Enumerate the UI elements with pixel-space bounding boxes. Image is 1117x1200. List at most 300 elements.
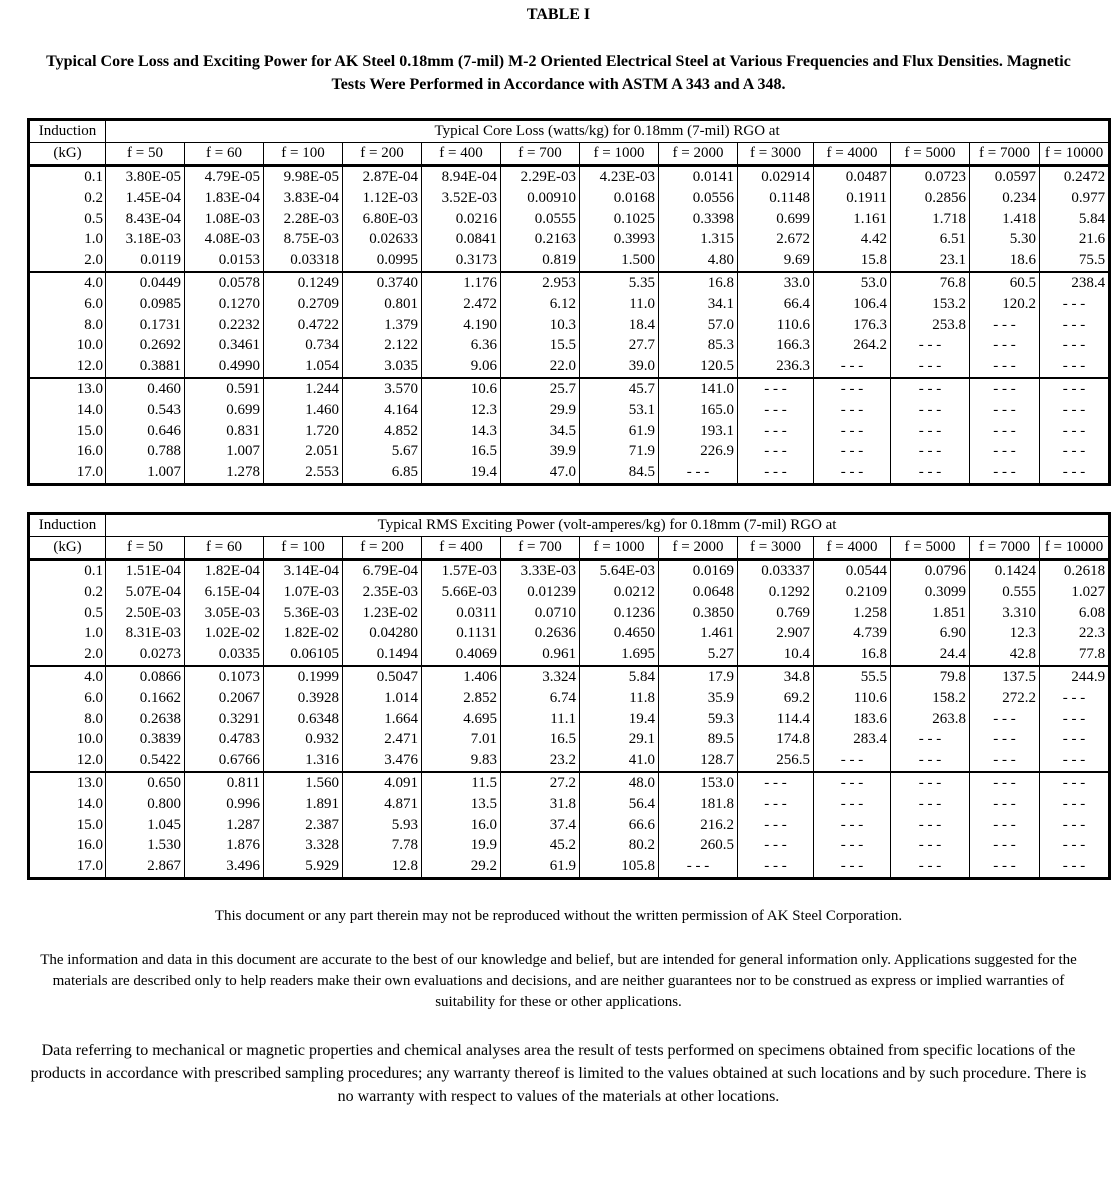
induction-cell: 16.0 <box>76 443 103 460</box>
table-row <box>29 623 1110 644</box>
value-cell: 0.5047 <box>343 666 422 688</box>
value-cell: 0.1236 <box>580 602 659 623</box>
value-cell: 0.4722 <box>264 314 343 335</box>
value-cell: 0.04280 <box>343 623 422 644</box>
value-cell: 0.0487 <box>814 165 891 187</box>
value-cell: - - - <box>814 814 891 835</box>
value-cell: 29.9 <box>501 399 580 420</box>
induction-cell: 6.0 <box>84 295 103 312</box>
value-cell: 8.75E-03 <box>264 229 343 250</box>
induction-cell: 15.0 <box>76 422 103 439</box>
value-cell: 0.0273 <box>106 644 185 666</box>
value-cell: 0.961 <box>501 644 580 666</box>
value-cell: 79.8 <box>891 666 970 688</box>
value-cell: 0.0555 <box>501 208 580 229</box>
value-cell: - - - <box>814 378 891 400</box>
value-cell: - - - <box>970 441 1040 462</box>
value-cell: 0.4650 <box>580 623 659 644</box>
value-cell: 39.0 <box>580 356 659 378</box>
value-cell: 9.83 <box>422 750 501 772</box>
value-cell: 55.5 <box>814 666 891 688</box>
value-cell: 3.324 <box>501 666 580 688</box>
value-cell: 0.02914 <box>738 165 814 187</box>
value-cell: 0.0153 <box>185 250 264 272</box>
induction-cell: 0.1 <box>84 168 103 185</box>
induction-cell: 1.0 <box>84 625 103 642</box>
induction-cell: 0.5 <box>84 210 103 227</box>
table-row <box>29 399 1110 420</box>
value-cell: 176.3 <box>814 314 891 335</box>
value-cell: 0.996 <box>185 793 264 814</box>
value-cell: 0.1148 <box>738 187 814 208</box>
value-cell: - - - <box>1040 835 1110 856</box>
value-cell: 193.1 <box>659 420 738 441</box>
table-caption: Typical Core Loss (watts/kg) for 0.18mm (7-mil) RGO at <box>106 120 1110 143</box>
value-cell: 1.720 <box>264 420 343 441</box>
value-cell: 0.03318 <box>264 250 343 272</box>
value-cell: 0.650 <box>106 772 185 794</box>
value-cell: 114.4 <box>738 708 814 729</box>
value-cell: 5.07E-04 <box>106 581 185 602</box>
frequency-header: f = 700 <box>501 142 580 165</box>
value-cell: 45.7 <box>580 378 659 400</box>
table-title: TABLE I <box>526 6 591 23</box>
value-cell: - - - <box>814 441 891 462</box>
value-cell: 0.0710 <box>501 602 580 623</box>
value-cell: 0.2232 <box>185 314 264 335</box>
value-cell: 22.0 <box>501 356 580 378</box>
value-cell: 1.500 <box>580 250 659 272</box>
table-row <box>29 314 1110 335</box>
value-cell: - - - <box>814 772 891 794</box>
value-cell: 0.1999 <box>264 666 343 688</box>
value-cell: 4.852 <box>343 420 422 441</box>
induction-cell: 12.0 <box>29 356 106 378</box>
value-cell: 0.0648 <box>659 581 738 602</box>
value-cell: 23.2 <box>501 750 580 772</box>
value-cell: 4.79E-05 <box>185 165 264 187</box>
value-cell: 60.5 <box>970 272 1040 294</box>
value-cell: 1.315 <box>659 229 738 250</box>
value-cell: 0.1131 <box>422 623 501 644</box>
value-cell: 0.0141 <box>659 165 738 187</box>
value-cell: 110.6 <box>814 687 891 708</box>
value-cell: 0.3291 <box>185 708 264 729</box>
value-cell: 85.3 <box>659 335 738 356</box>
value-cell: 3.83E-04 <box>264 187 343 208</box>
value-cell: 106.4 <box>814 293 891 314</box>
frequency-header: f = 100 <box>264 536 343 559</box>
value-cell: - - - <box>814 793 891 814</box>
value-cell: 1.51E-04 <box>106 559 185 581</box>
value-cell: 33.0 <box>738 272 814 294</box>
value-cell: 5.929 <box>264 856 343 878</box>
value-cell: 18.4 <box>580 314 659 335</box>
table-row <box>29 208 1110 229</box>
value-cell: 39.9 <box>501 441 580 462</box>
value-cell: 11.5 <box>422 772 501 794</box>
value-cell: - - - <box>1040 462 1110 484</box>
value-cell: 1.08E-03 <box>185 208 264 229</box>
value-cell: 10.6 <box>422 378 501 400</box>
value-cell: 0.543 <box>106 399 185 420</box>
induction-cell: 10.0 <box>76 337 103 354</box>
table-row <box>29 356 1110 378</box>
value-cell: 61.9 <box>580 420 659 441</box>
value-cell: - - - <box>738 814 814 835</box>
value-cell: 47.0 <box>501 462 580 484</box>
value-cell: 25.7 <box>501 378 580 400</box>
induction-cell: 0.1 <box>84 562 103 579</box>
value-cell: 12.3 <box>422 399 501 420</box>
induction-cell: 14.0 <box>76 795 103 812</box>
value-cell: 166.3 <box>738 335 814 356</box>
induction-cell: 13.0 <box>76 380 103 397</box>
value-cell: 0.6766 <box>185 750 264 772</box>
value-cell: 0.3398 <box>659 208 738 229</box>
table-caption: Typical RMS Exciting Power (volt-amperes/kg) for 0.18mm (7-mil) RGO at <box>106 514 1110 537</box>
value-cell: 1.176 <box>422 272 501 294</box>
value-cell: 0.0723 <box>891 165 970 187</box>
value-cell: 17.9 <box>659 666 738 688</box>
value-cell: 34.5 <box>501 420 580 441</box>
value-cell: 2.471 <box>343 729 422 750</box>
frequency-header: f = 1000 <box>580 536 659 559</box>
value-cell: 5.35 <box>580 272 659 294</box>
value-cell: 1.460 <box>264 399 343 420</box>
value-cell: 19.9 <box>422 835 501 856</box>
value-cell: 2.051 <box>264 441 343 462</box>
value-cell: 0.591 <box>185 378 264 400</box>
value-cell: 3.05E-03 <box>185 602 264 623</box>
value-cell: 0.0556 <box>659 187 738 208</box>
value-cell: - - - <box>738 462 814 484</box>
value-cell: 183.6 <box>814 708 891 729</box>
table-row <box>29 441 1110 462</box>
value-cell: 0.0796 <box>891 559 970 581</box>
value-cell: - - - <box>891 441 970 462</box>
value-cell: 31.8 <box>501 793 580 814</box>
value-cell: 0.06105 <box>264 644 343 666</box>
value-cell: 24.4 <box>891 644 970 666</box>
value-cell: 0.0597 <box>970 165 1040 187</box>
value-cell: 23.1 <box>891 250 970 272</box>
value-cell: 1.161 <box>814 208 891 229</box>
value-cell: 6.85 <box>343 462 422 484</box>
value-cell: 1.45E-04 <box>106 187 185 208</box>
value-cell: 0.01239 <box>501 581 580 602</box>
value-cell: 226.9 <box>659 441 738 462</box>
value-cell: - - - <box>970 793 1040 814</box>
value-cell: 3.496 <box>185 856 264 878</box>
frequency-header: f = 5000 <box>891 142 970 165</box>
frequency-header: f = 50 <box>106 142 185 165</box>
table-row <box>29 462 1110 484</box>
value-cell: 6.90 <box>891 623 970 644</box>
value-cell: 6.12 <box>501 293 580 314</box>
value-cell: 216.2 <box>659 814 738 835</box>
value-cell: 3.310 <box>970 602 1040 623</box>
value-cell: - - - <box>738 420 814 441</box>
table-row <box>29 602 1110 623</box>
value-cell: 0.3461 <box>185 335 264 356</box>
frequency-header: f = 10000 <box>1040 536 1110 559</box>
value-cell: - - - <box>970 856 1040 878</box>
value-cell: 2.953 <box>501 272 580 294</box>
value-cell: 141.0 <box>659 378 738 400</box>
value-cell: 29.2 <box>422 856 501 878</box>
value-cell: - - - <box>970 462 1040 484</box>
value-cell: 6.08 <box>1040 602 1110 623</box>
data-note-text: Data referring to mechanical or magnetic properties and chemical analyses area the result of tests performed on specimens obtained from specific locations of the products in accordance with prescribed sampling procedures; any warranty thereof is limited to the values obtained at such locations and by such procedure. There is no warranty with respect to values of the materials at other locations. <box>30 1042 1087 1105</box>
value-cell: 41.0 <box>580 750 659 772</box>
value-cell: - - - <box>814 420 891 441</box>
table-row <box>29 856 1110 878</box>
value-cell: 0.0119 <box>106 250 185 272</box>
value-cell: 37.4 <box>501 814 580 835</box>
value-cell: - - - <box>891 814 970 835</box>
value-cell: 1.83E-04 <box>185 187 264 208</box>
value-cell: - - - <box>738 856 814 878</box>
value-cell: - - - <box>1040 793 1110 814</box>
table-row <box>29 729 1110 750</box>
frequency-header: f = 3000 <box>738 536 814 559</box>
value-cell: 7.78 <box>343 835 422 856</box>
value-cell: 0.646 <box>106 420 185 441</box>
value-cell: 9.06 <box>422 356 501 378</box>
core-loss-table <box>27 118 1111 486</box>
value-cell: 5.27 <box>659 644 738 666</box>
induction-cell: 2.0 <box>29 644 106 666</box>
value-cell: 120.2 <box>970 293 1040 314</box>
value-cell: - - - <box>891 462 970 484</box>
value-cell: 0.3928 <box>264 687 343 708</box>
value-cell: 0.932 <box>264 729 343 750</box>
value-cell: - - - <box>1040 772 1110 794</box>
value-cell: 0.0212 <box>580 581 659 602</box>
induction-cell: 0.2 <box>84 583 103 600</box>
frequency-header: f = 4000 <box>814 142 891 165</box>
frequency-header: f = 400 <box>422 536 501 559</box>
induction-cell: 0.5 <box>84 604 103 621</box>
value-cell: 29.1 <box>580 729 659 750</box>
value-cell: 3.14E-04 <box>264 559 343 581</box>
value-cell: - - - <box>814 856 891 878</box>
value-cell: 0.2163 <box>501 229 580 250</box>
value-cell: 0.6348 <box>264 708 343 729</box>
value-cell: 0.1249 <box>264 272 343 294</box>
value-cell: 3.035 <box>343 356 422 378</box>
value-cell: 2.553 <box>264 462 343 484</box>
value-cell: 0.0169 <box>659 559 738 581</box>
value-cell: 0.1073 <box>185 666 264 688</box>
value-cell: 0.1424 <box>970 559 1040 581</box>
value-cell: - - - <box>1040 314 1110 335</box>
value-cell: 0.4990 <box>185 356 264 378</box>
table-row <box>29 229 1110 250</box>
value-cell: - - - <box>1040 420 1110 441</box>
value-cell: 0.0168 <box>580 187 659 208</box>
frequency-header: f = 2000 <box>659 536 738 559</box>
value-cell: 2.472 <box>422 293 501 314</box>
value-cell: 77.8 <box>1040 644 1110 666</box>
value-cell: 1.406 <box>422 666 501 688</box>
induction-header: Induction <box>29 514 106 537</box>
value-cell: 174.8 <box>738 729 814 750</box>
frequency-header: f = 3000 <box>738 142 814 165</box>
value-cell: 2.28E-03 <box>264 208 343 229</box>
value-cell: 16.8 <box>814 644 891 666</box>
value-cell: 1.07E-03 <box>264 581 343 602</box>
induction-cell: 4.0 <box>84 274 103 291</box>
value-cell: 0.3881 <box>106 356 185 378</box>
value-cell: 2.50E-03 <box>106 602 185 623</box>
value-cell: 0.0449 <box>106 272 185 294</box>
value-cell: 6.74 <box>501 687 580 708</box>
value-cell: 0.00910 <box>501 187 580 208</box>
value-cell: 16.0 <box>422 814 501 835</box>
value-cell: - - - <box>891 378 970 400</box>
value-cell: 110.6 <box>738 314 814 335</box>
value-cell: 3.476 <box>343 750 422 772</box>
table-row <box>29 165 1110 187</box>
value-cell: 0.02633 <box>343 229 422 250</box>
value-cell: - - - <box>659 856 738 878</box>
value-cell: - - - <box>738 399 814 420</box>
value-cell: 15.8 <box>814 250 891 272</box>
value-cell: - - - <box>891 856 970 878</box>
frequency-header: f = 5000 <box>891 536 970 559</box>
table-row <box>29 250 1110 272</box>
table-row <box>29 272 1110 294</box>
value-cell: 42.8 <box>970 644 1040 666</box>
table-row <box>29 335 1110 356</box>
value-cell: 0.2472 <box>1040 165 1110 187</box>
value-cell: 1.007 <box>106 462 185 484</box>
value-cell: 16.5 <box>501 729 580 750</box>
value-cell: - - - <box>891 335 970 356</box>
value-cell: 260.5 <box>659 835 738 856</box>
value-cell: 4.695 <box>422 708 501 729</box>
value-cell: 7.01 <box>422 729 501 750</box>
induction-cell: 13.0 <box>76 774 103 791</box>
value-cell: 0.2856 <box>891 187 970 208</box>
value-cell: - - - <box>659 462 738 484</box>
value-cell: 0.3850 <box>659 602 738 623</box>
value-cell: - - - <box>970 420 1040 441</box>
value-cell: 1.718 <box>891 208 970 229</box>
value-cell: - - - <box>970 314 1040 335</box>
value-cell: - - - <box>970 772 1040 794</box>
induction-cell: 16.0 <box>76 837 103 854</box>
frequency-header: f = 100 <box>264 142 343 165</box>
value-cell: 0.2109 <box>814 581 891 602</box>
value-cell: 4.42 <box>814 229 891 250</box>
value-cell: 0.1911 <box>814 187 891 208</box>
value-cell: 22.3 <box>1040 623 1110 644</box>
value-cell: 0.5422 <box>106 750 185 772</box>
value-cell: 0.0985 <box>106 293 185 314</box>
value-cell: 105.8 <box>580 856 659 878</box>
value-cell: 11.0 <box>580 293 659 314</box>
frequency-header: f = 400 <box>422 142 501 165</box>
value-cell: - - - <box>970 708 1040 729</box>
value-cell: 0.1292 <box>738 581 814 602</box>
value-cell: 1.23E-02 <box>343 602 422 623</box>
value-cell: 0.2618 <box>1040 559 1110 581</box>
value-cell: 1.02E-02 <box>185 623 264 644</box>
value-cell: 1.258 <box>814 602 891 623</box>
value-cell: - - - <box>1040 293 1110 314</box>
value-cell: 4.80 <box>659 250 738 272</box>
value-cell: - - - <box>1040 441 1110 462</box>
value-cell: 0.2636 <box>501 623 580 644</box>
value-cell: 0.3993 <box>580 229 659 250</box>
value-cell: 0.1662 <box>106 687 185 708</box>
value-cell: 2.387 <box>264 814 343 835</box>
value-cell: - - - <box>891 420 970 441</box>
value-cell: - - - <box>814 399 891 420</box>
value-cell: - - - <box>970 378 1040 400</box>
value-cell: 0.699 <box>185 399 264 420</box>
frequency-header: f = 60 <box>185 142 264 165</box>
value-cell: 264.2 <box>814 335 891 356</box>
table-subtitle: Typical Core Loss and Exciting Power for AK Steel 0.18mm (7-mil) M-2 Oriented Electrical Steel at Various Frequencies and Flux Densities. Magnetic Tests Were Performed in Accordance with ASTM A 343 and A 348. <box>46 53 1071 93</box>
value-cell: 69.2 <box>738 687 814 708</box>
frequency-header: f = 50 <box>106 536 185 559</box>
value-cell: - - - <box>970 729 1040 750</box>
value-cell: 1.57E-03 <box>422 559 501 581</box>
value-cell: 1.851 <box>891 602 970 623</box>
value-cell: 0.788 <box>106 441 185 462</box>
value-cell: 1.054 <box>264 356 343 378</box>
value-cell: - - - <box>1040 356 1110 378</box>
value-cell: 10.3 <box>501 314 580 335</box>
induction-cell: 8.0 <box>84 316 103 333</box>
value-cell: 2.29E-03 <box>501 165 580 187</box>
table-row <box>29 420 1110 441</box>
table-row <box>29 644 1110 666</box>
value-cell: 0.699 <box>738 208 814 229</box>
value-cell: 27.7 <box>580 335 659 356</box>
value-cell: 27.2 <box>501 772 580 794</box>
value-cell: - - - <box>1040 399 1110 420</box>
value-cell: 45.2 <box>501 835 580 856</box>
value-cell: 0.0841 <box>422 229 501 250</box>
column-header-row <box>29 142 1110 165</box>
value-cell: 0.1494 <box>343 644 422 666</box>
value-cell: 1.530 <box>106 835 185 856</box>
value-cell: 5.93 <box>343 814 422 835</box>
header-row <box>29 514 1110 537</box>
value-cell: 1.244 <box>264 378 343 400</box>
value-cell: 2.122 <box>343 335 422 356</box>
frequency-header: f = 700 <box>501 536 580 559</box>
value-cell: 0.0544 <box>814 559 891 581</box>
value-cell: 0.800 <box>106 793 185 814</box>
value-cell: - - - <box>970 835 1040 856</box>
value-cell: 0.734 <box>264 335 343 356</box>
value-cell: 14.3 <box>422 420 501 441</box>
value-cell: - - - <box>1040 814 1110 835</box>
value-cell: 1.418 <box>970 208 1040 229</box>
value-cell: 84.5 <box>580 462 659 484</box>
value-cell: 0.769 <box>738 602 814 623</box>
table-row <box>29 559 1110 581</box>
value-cell: 1.278 <box>185 462 264 484</box>
value-cell: 57.0 <box>659 314 738 335</box>
value-cell: 0.0866 <box>106 666 185 688</box>
